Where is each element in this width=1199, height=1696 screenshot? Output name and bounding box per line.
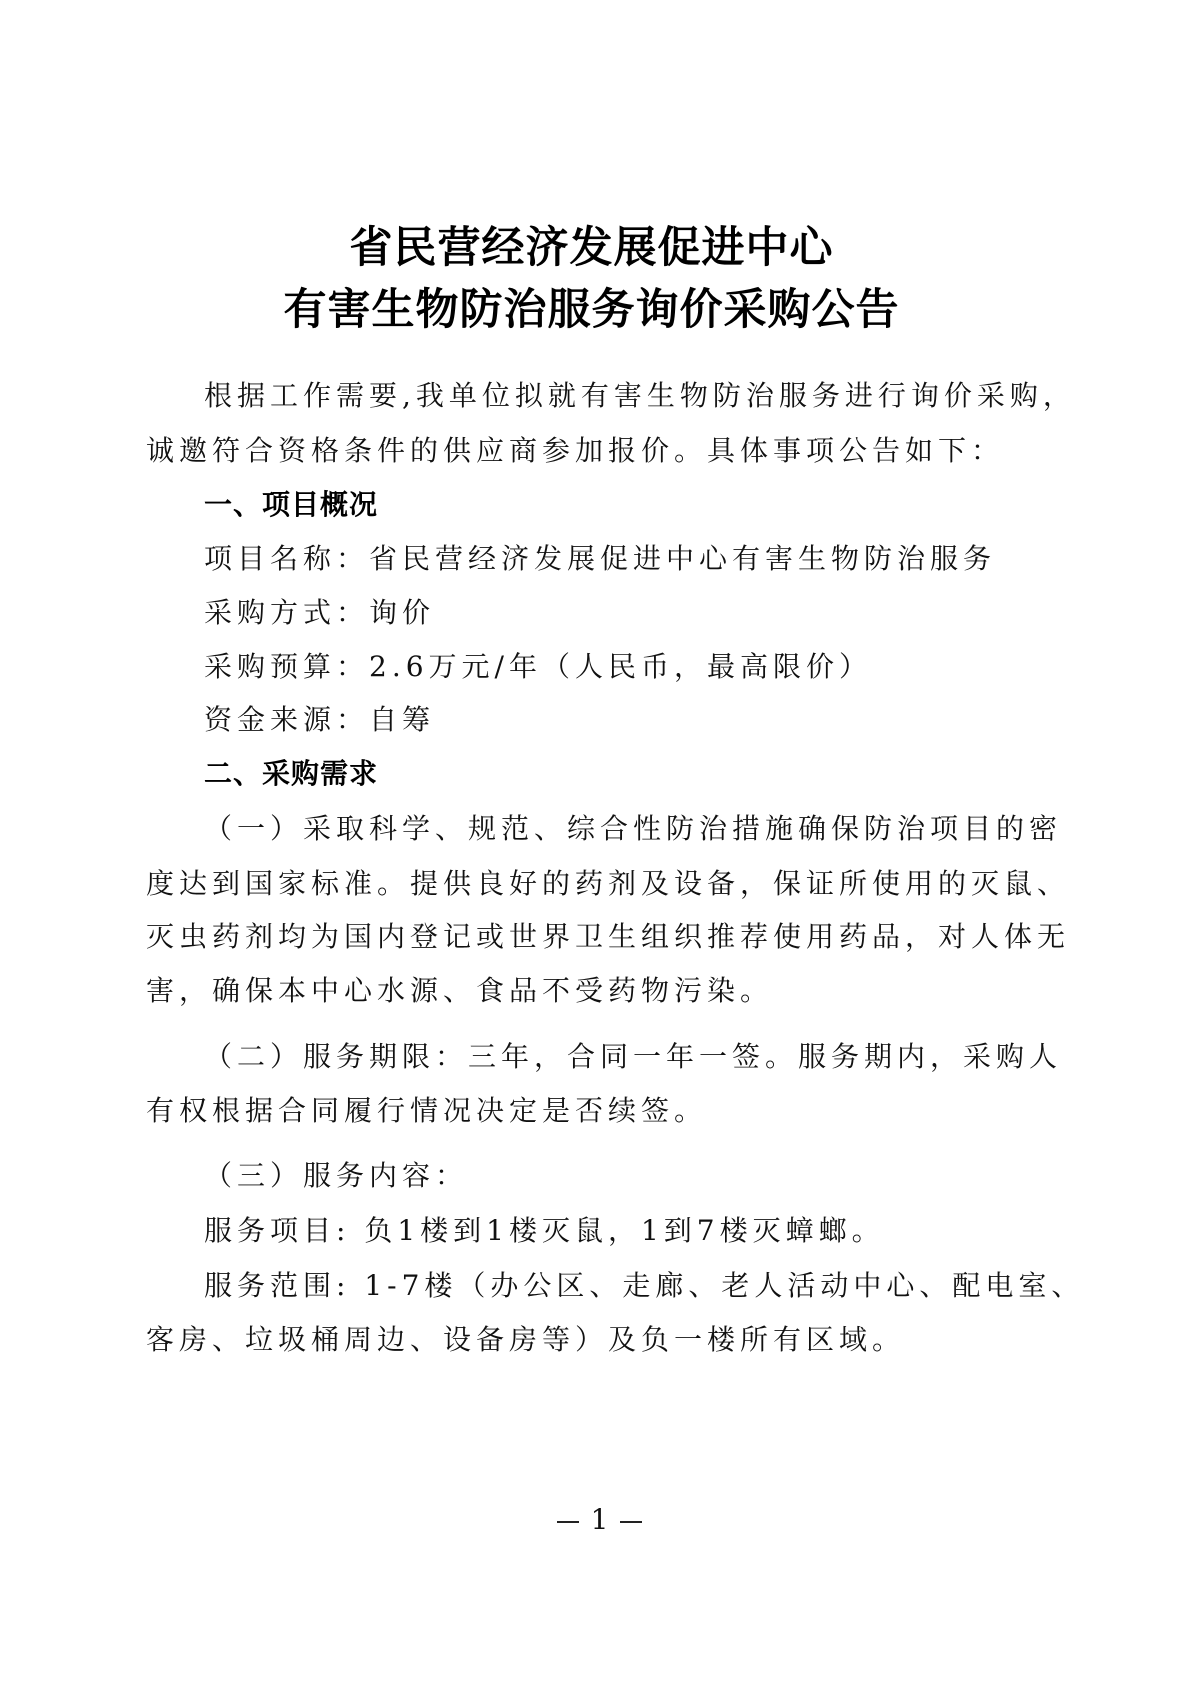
service-items-row	[204, 1209, 885, 1249]
funding-source-row	[204, 698, 435, 738]
document-title-line-1: 省民营经济发展促进中心	[349, 223, 834, 273]
service-scope-line-1: 服务范围: 1-7楼（办公区、走廊、老人活动中心、配电室、	[204, 1269, 1085, 1302]
procurement-budget-value: 2.6万元/年（人民币，最高限价）	[369, 650, 872, 683]
intro-line-2: 诚邀符合资格条件的供应商参加报价。具体事项公告如下：	[146, 434, 1005, 467]
funding-source-label: 资金来源：	[204, 703, 370, 736]
funding-source-value: 自筹	[369, 703, 436, 736]
requirement-3-heading: （三）服务内容：	[204, 1159, 469, 1192]
requirement-1-line-2: 度达到国家标准。提供良好的药剂及设备，保证所使用的灭鼠、	[146, 867, 1071, 900]
requirement-1-line-3: 灭虫药剂均为国内登记或世界卫生组织推荐使用药品，对人体无	[146, 920, 1071, 953]
procurement-budget-row	[204, 645, 872, 685]
document-title-line-2: 有害生物防治服务询价采购公告	[283, 285, 900, 335]
right-dash-decoration	[620, 1521, 642, 1523]
project-name-row	[204, 537, 996, 577]
intro-line-1: 根据工作需要,我单位拟就有害生物防治服务进行询价采购，	[204, 379, 1076, 412]
project-name-label: 项目名称：	[204, 542, 370, 575]
page-number-footer	[0, 1503, 1199, 1536]
requirement-2-line-2: 有权根据合同履行情况决定是否续签。	[146, 1094, 708, 1127]
procurement-method-label: 采购方式：	[204, 596, 370, 629]
section-heading-project-overview: 一、项目概况	[204, 488, 379, 521]
requirement-1-line-4: 害，确保本中心水源、食品不受药物污染。	[146, 974, 774, 1007]
page-number: 1	[590, 1503, 609, 1536]
requirement-2-line-1: （二）服务期限：三年，合同一年一签。服务期内，采购人	[204, 1040, 1063, 1073]
requirement-1-line-1: （一）采取科学、规范、综合性防治措施确保防治项目的密	[204, 812, 1063, 845]
procurement-budget-label: 采购预算：	[204, 650, 370, 683]
procurement-method-row	[204, 591, 435, 631]
service-items-value: 负1楼到1楼灭鼠，1到7楼灭蟑螂。	[364, 1214, 885, 1247]
project-name-value: 省民营经济发展促进中心有害生物防治服务	[369, 542, 997, 575]
service-scope-line-2: 客房、垃圾桶周边、设备房等）及负一楼所有区域。	[146, 1323, 906, 1356]
left-dash-decoration	[557, 1521, 579, 1523]
service-items-label: 服务项目:	[204, 1214, 351, 1247]
procurement-method-value: 询价	[369, 596, 436, 629]
section-heading-procurement-requirements: 二、采购需求	[204, 757, 379, 790]
